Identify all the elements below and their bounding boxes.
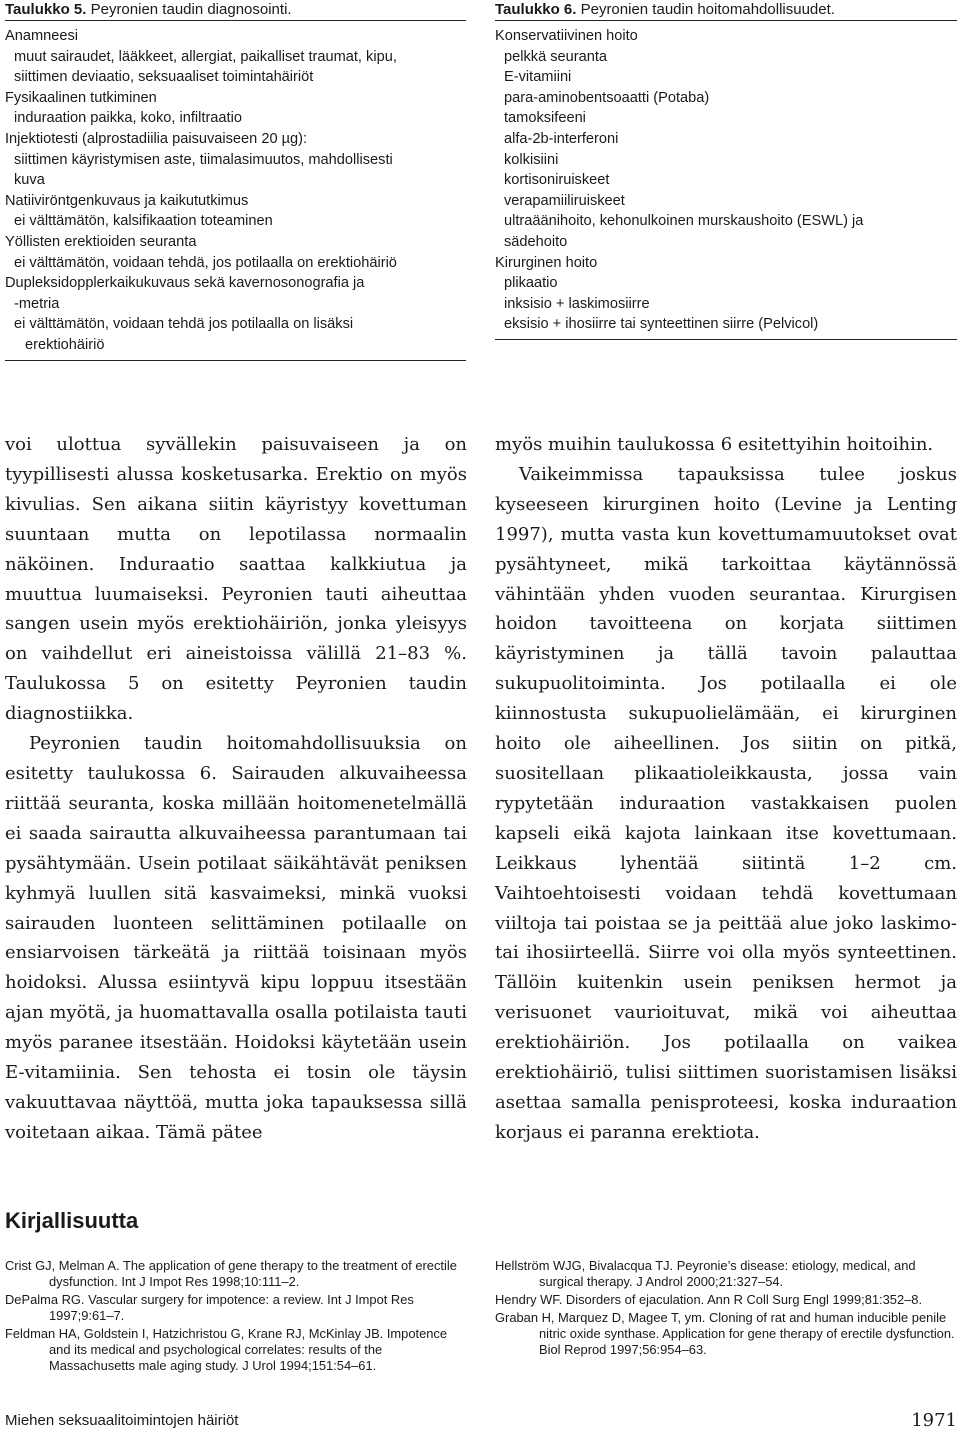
table-6-row: Kirurginen hoito [495, 254, 598, 271]
table-5-row: muut sairaudet, lääkkeet, allergiat, paikalliset traumat, kipu, [14, 48, 397, 65]
body-paragraph: Peyronien taudin hoitomahdollisuuksia on esitetty taulukossa 6. Sairauden alkuvaiheessa riittää seuranta, koska millään hoitomenetelmällä ei saada sairautta alkuvaiheessa parantumaan tai pysähtymään. Usein potilaat säikähtävät peniksen kyhmyä luullen sitä kasvaimeksi, minkä vuoksi sairauden luonteen selittäminen potilaalle on ensiarvoisen tärkeätä ja riittää toisinaan myös hoidoksi. Alussa esiintyvä kipu loppuu itsestään ajan myötä, ja huomattavalla osalla potilaista tauti myös paranee itsestään. Hoidoksi käytetään usein E-vitamiinia. Sen tehosta ei tosin ole täysin vakuuttavaa näyttöä, mutta joka tapauksessa sillä voitetaan aikaa. Tämä pätee [5, 733, 467, 1143]
references-column-left [5, 1258, 467, 1376]
table-6-row: eksisio + ihosiirre tai synteettinen siirre (Pelvicol) [504, 316, 819, 333]
reference-entry: DePalma RG. Vascular surgery for impotence: a review. Int J Impot Res 1997;9:61–7. [5, 1292, 414, 1323]
table-5-row: siittimen deviaatio, seksuaaliset toimintahäiriöt [14, 69, 314, 86]
table-5-row: Natiiviröntgenkuvaus ja kaikututkimus [5, 192, 249, 209]
table-5-body [5, 21, 466, 360]
table-5-row: Yöllisten erektioiden seuranta [5, 233, 197, 250]
table-6-row: kortisoniruiskeet [504, 172, 610, 189]
table-5-row: induraation paikka, koko, infiltraatio [14, 110, 242, 127]
table-6-row: para-aminobentsoaatti (Potaba) [504, 89, 710, 106]
body-column-left [5, 430, 467, 1148]
table-6-row: alfa-2b-interferoni [504, 130, 619, 147]
table-5-label: Taulukko 5. [5, 1, 87, 18]
table-6-bottom-rule [495, 339, 957, 340]
reference-entry: Graban H, Marquez D, Magee T, ym. Cloning of rat and human inducible penile nitric oxide synthase. Application for gene therapy of erectile dysfunction. Biol Reprod 1997;56:954–63. [495, 1310, 955, 1357]
references-column-right [495, 1258, 957, 1360]
table-5-row: Injektiotesti (alprostadiilia paisuvaiseen 20 µg): [5, 130, 308, 147]
page-number: 1971 [911, 1410, 957, 1431]
table-6-row: verapamiiliruiskeet [504, 192, 625, 209]
table-5-row: ei välttämätön, voidaan tehdä, jos potilaalla on erektiohäiriö [14, 254, 397, 271]
table-6-row: plikaatio [504, 275, 558, 292]
table-5-row: siittimen käyristymisen aste, tiimalasimuutos, mahdollisesti [14, 151, 393, 168]
reference-entry: Crist GJ, Melman A. The application of gene therapy to the treatment of erectile dysfunction. Int J Impot Res 1998;10:111–2. [5, 1258, 457, 1289]
table-6-row: kolkisiini [504, 151, 559, 168]
table-6-caption [495, 0, 957, 20]
body-paragraph: myös muihin taulukossa 6 esitettyihin hoitoihin. [495, 434, 934, 455]
table-5-row: ei välttämätön, voidaan tehdä jos potilaalla on lisäksi [14, 316, 354, 333]
table-5-row: -metria [14, 295, 60, 312]
table-6-row: pelkkä seuranta [504, 48, 608, 65]
table-6-body [495, 21, 957, 339]
table-5-bottom-rule [5, 360, 466, 361]
table-5-caption [5, 0, 466, 20]
reference-entry: Feldman HA, Goldstein I, Hatzichristou G, Krane RJ, McKinlay JB. Impotence and its medical and psychological correlates: results of the Massachusetts male aging study. J Urol 1994;151:54–61. [5, 1326, 448, 1373]
references-heading: Kirjallisuutta [5, 1208, 139, 1233]
running-title: Miehen seksuaalitoimintojen häiriöt [5, 1412, 239, 1429]
body-paragraph: voi ulottua syvällekin paisuvaiseen ja on tyypillisesti alussa kosketusarka. Erektio on myös kivulias. Sen aikana siitin käyristyy kovettuman suuntaan mutta on lepotilassa normaalin näköinen. Induraatio saattaa kalkkiutua ja muuttua luumaiseksi. Peyronien tauti aiheuttaa sangen usein myös erektiohäiriön, jonka yleisyys on vaihdellut eri aineistoissa välillä 21–83 %. Taulukossa 5 on esitetty Peyronien taudin diagnostiikka. [5, 434, 467, 725]
reference-entry: Hellström WJG, Bivalacqua TJ. Peyronie’s disease: etiology, medical, and surgical therapy. J Androl 2000;21:327–54. [495, 1258, 916, 1289]
table-6-row: sädehoito [504, 233, 568, 250]
body-paragraph: Vaikeimmissa tapauksissa tulee joskus kyseeseen kirurginen hoito (Levine ja Lenting 1997), mutta vasta kun kovettumamuutokset ovat pysähtyneet, mikä tarkoittaa käytännössä vähintään yhden vuoden seurantaa. Kirurgisen hoidon tavoitteena on korjata siittimen käyristyminen ja tällä tavoin palauttaa sukupuolitoiminta. Jos potilaalla ei ole kiinnostusta sukupuolielämään, ei kirurginen hoito ole aiheellinen. Jos siitin on pitkä, suositellaan plikaatioleikkausta, jossa vain rypytetään induraation vastakkaisen puolen kapseli eikä kajota lainkaan itse kovettumaan. Leikkaus lyhentää siitintä 1–2 cm. Vaihtoehtoisesti voidaan tehdä kovettumaan viiltoja tai poistaa se ja peittää alue joko laskimo- tai ihosiirteellä. Siirre voi olla myös synteettinen. Tällöin kuitenkin usein peniksen hermot ja verisuonet vaurioituvat, mikä voi aiheuttaa erektiohäiriön. Jos potilaalla on vaikea erektiohäiriö, tulisi siittimen suoristamisen lisäksi asettaa samalla penisproteesi, koska induraation korjaus ei paranna erektiota. [495, 463, 957, 1143]
table-5-row: ei välttämätön, kalsifikaation toteaminen [14, 213, 273, 230]
reference-entry: Hendry WF. Disorders of ejaculation. Ann R Coll Surg Engl 1999;81:352–8. [495, 1292, 923, 1307]
table-6-row: Konservatiivinen hoito [495, 28, 638, 44]
table-5 [5, 0, 466, 361]
table-5-title: Peyronien taudin diagnosointi. [90, 1, 292, 18]
table-5-row: erektiohäiriö [25, 336, 105, 353]
table-6-title: Peyronien taudin hoitomahdollisuudet. [580, 1, 835, 18]
table-6-row: E-vitamiini [504, 69, 572, 86]
table-6 [495, 0, 957, 340]
table-5-row: kuva [14, 172, 45, 189]
table-5-row: Dupleksidopplerkaikukuvaus sekä kavernosonografia ja [5, 275, 365, 292]
table-5-row: Anamneesi [5, 28, 79, 44]
table-6-row: inksisio + laskimosiirre [504, 295, 650, 312]
table-6-label: Taulukko 6. [495, 1, 577, 18]
table-5-row: Fysikaalinen tutkiminen [5, 89, 157, 106]
table-6-row: tamoksifeeni [504, 110, 586, 127]
table-6-row: ultraäänihoito, kehonulkoinen murskaushoito (ESWL) ja [504, 213, 864, 230]
body-column-right [495, 430, 957, 1148]
